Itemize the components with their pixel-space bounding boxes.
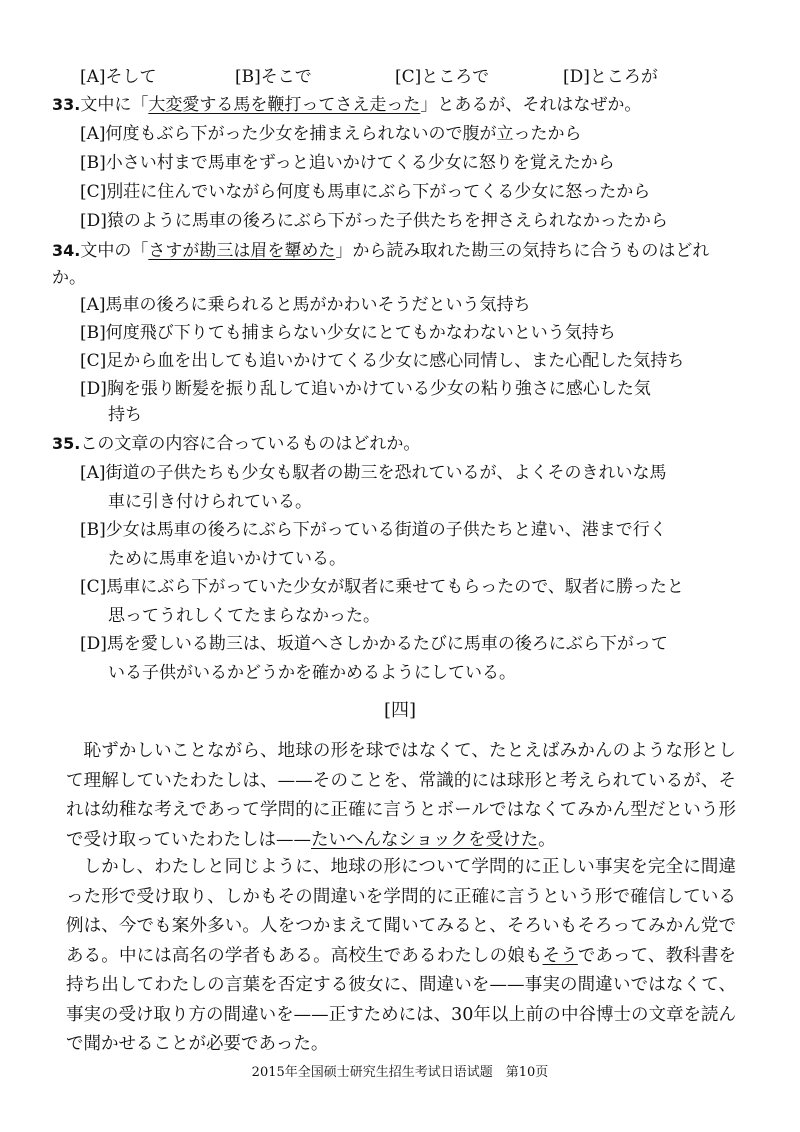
option-line: [D]馬を愛しいる勘三は、坂道へさしかかるたびに馬車の後ろにぶら下がって — [80, 634, 668, 654]
option-line-continued: 車に引き付けられている。 — [108, 492, 312, 512]
q35-option-c — [80, 573, 730, 631]
option-line-continued: 思ってうれしくてたまらなかった。 — [108, 606, 380, 626]
question-text-pre: 文中の「 — [80, 241, 149, 261]
option-line: [A]街道の子供たちも少女も馭者の勘三を恐れているが、よくそのきれいな馬 — [80, 463, 667, 483]
paragraph-text: しかし、わたしと同じように、地球の形について学問的に正しい事実を完全に間違った形で受け取り、しかもその間違いを学問的に正確に言うという形で確信している例は、今でも案外多い。人をつかまえて聞いてみると、そろいもそろってみかん党である。中には高名の学者もある。高校生であるわたしの娘も — [66, 857, 736, 966]
paragraph-text-rest: であって、教科書を持ち出してわたしの言葉を否定する彼女に、間違いを——事実の間違いではなくて、事実の受け取り方の間違いを——正すためには、30年以上前の中谷博士の文章を読んで聞かせることが必要であった。 — [66, 945, 737, 1054]
underlined-phrase: たいへんなショックを受けた — [311, 829, 539, 850]
option-line-continued: 持ち — [108, 405, 142, 425]
question-33 — [52, 92, 732, 118]
q32-option-d: [D]ところが — [563, 67, 658, 87]
q33-option-b: [B]小さい村まで馬車をずっと追いかけてくる少女に怒りを覚えたから — [80, 153, 615, 173]
question-text-post: 」とあるが、それはなぜか。 — [420, 95, 642, 115]
option-line: [D]胸を張り断髪を振り乱して追いかけている少女の粘り強さに感心した気 — [80, 379, 651, 399]
option-line: [B]少女は馬車の後ろにぶら下がっている街道の子供たちと違い、港まで行く — [80, 520, 667, 540]
option-line-continued: ために馬車を追いかけている。 — [108, 549, 346, 569]
q35-option-b — [80, 516, 730, 574]
paragraph-text: 恥ずかしいことながら、地球の形を球ではなくて、たとえばみかんのような形として理解していたわたしは、——そのことを、常識的には球形と考えられているが、それは幼稚な考えであって学問的に正確に言うとボールではなくてみかん型だという形で受け取っていたわたしは—— — [66, 741, 736, 850]
underlined-word: そう — [542, 945, 578, 966]
question-34 — [52, 237, 732, 292]
question-35 — [52, 431, 732, 457]
q34-option-c: [C]足から血を出しても追いかけてくる少女に感心同情し、また心配した気持ち — [80, 351, 685, 371]
q32-options — [80, 62, 720, 87]
q34-option-b: [B]何度飛び下りても捕まらない少女にとてもかなわないという気持ち — [80, 323, 616, 343]
q34-option-d — [80, 376, 730, 428]
paragraph-text-end: 。 — [538, 829, 556, 850]
q35-option-a — [80, 459, 730, 517]
quoted-phrase: 大変愛する馬を鞭打ってさえ走った — [148, 95, 421, 115]
q33-option-c: [C]別荘に住んでいながら何度も馬車にぶら下がってくる少女に怒ったから — [80, 182, 651, 202]
question-number: 34. — [52, 241, 81, 260]
passage-paragraph-1 — [66, 737, 736, 855]
option-line: [C]馬車にぶら下がっていた少女が馭者に乗せてもらったので、馭者に勝ったと — [80, 577, 684, 597]
q33-option-a: [A]何度もぶら下がった少女を捕まえられないので腹が立ったから — [80, 124, 582, 144]
q34-option-a: [A]馬車の後ろに乗られると馬がかわいそうだという気持ち — [80, 295, 531, 315]
page-footer: 2015年全国硕士研究生招生考试日语试题 第10页 — [251, 1065, 549, 1080]
quoted-phrase: さすが勘三は眉を顰めた — [148, 241, 336, 261]
question-text-pre: 文中に「 — [80, 95, 149, 115]
q33-option-d: [D]猿のように馬車の後ろにぶら下がった子供たちを押さえられなかったから — [80, 211, 668, 231]
section-title: [四] — [383, 700, 417, 721]
q35-option-d — [80, 630, 730, 688]
q32-option-c: [C]ところで — [395, 67, 490, 87]
option-line-continued: いる子供がいるかどうかを確かめるようにしている。 — [108, 663, 516, 683]
question-text-post: 」から読み取れた勘三の気持ちに合うものはどれか。 — [52, 241, 710, 288]
question-number: 35. — [52, 434, 81, 453]
passage-paragraph-2 — [66, 853, 736, 1060]
question-text: この文章の内容に合っているものはどれか。 — [80, 434, 421, 454]
q32-option-a: [A]そして — [80, 67, 157, 87]
question-number: 33. — [52, 95, 81, 114]
q32-option-b: [B]そこで — [235, 67, 312, 87]
